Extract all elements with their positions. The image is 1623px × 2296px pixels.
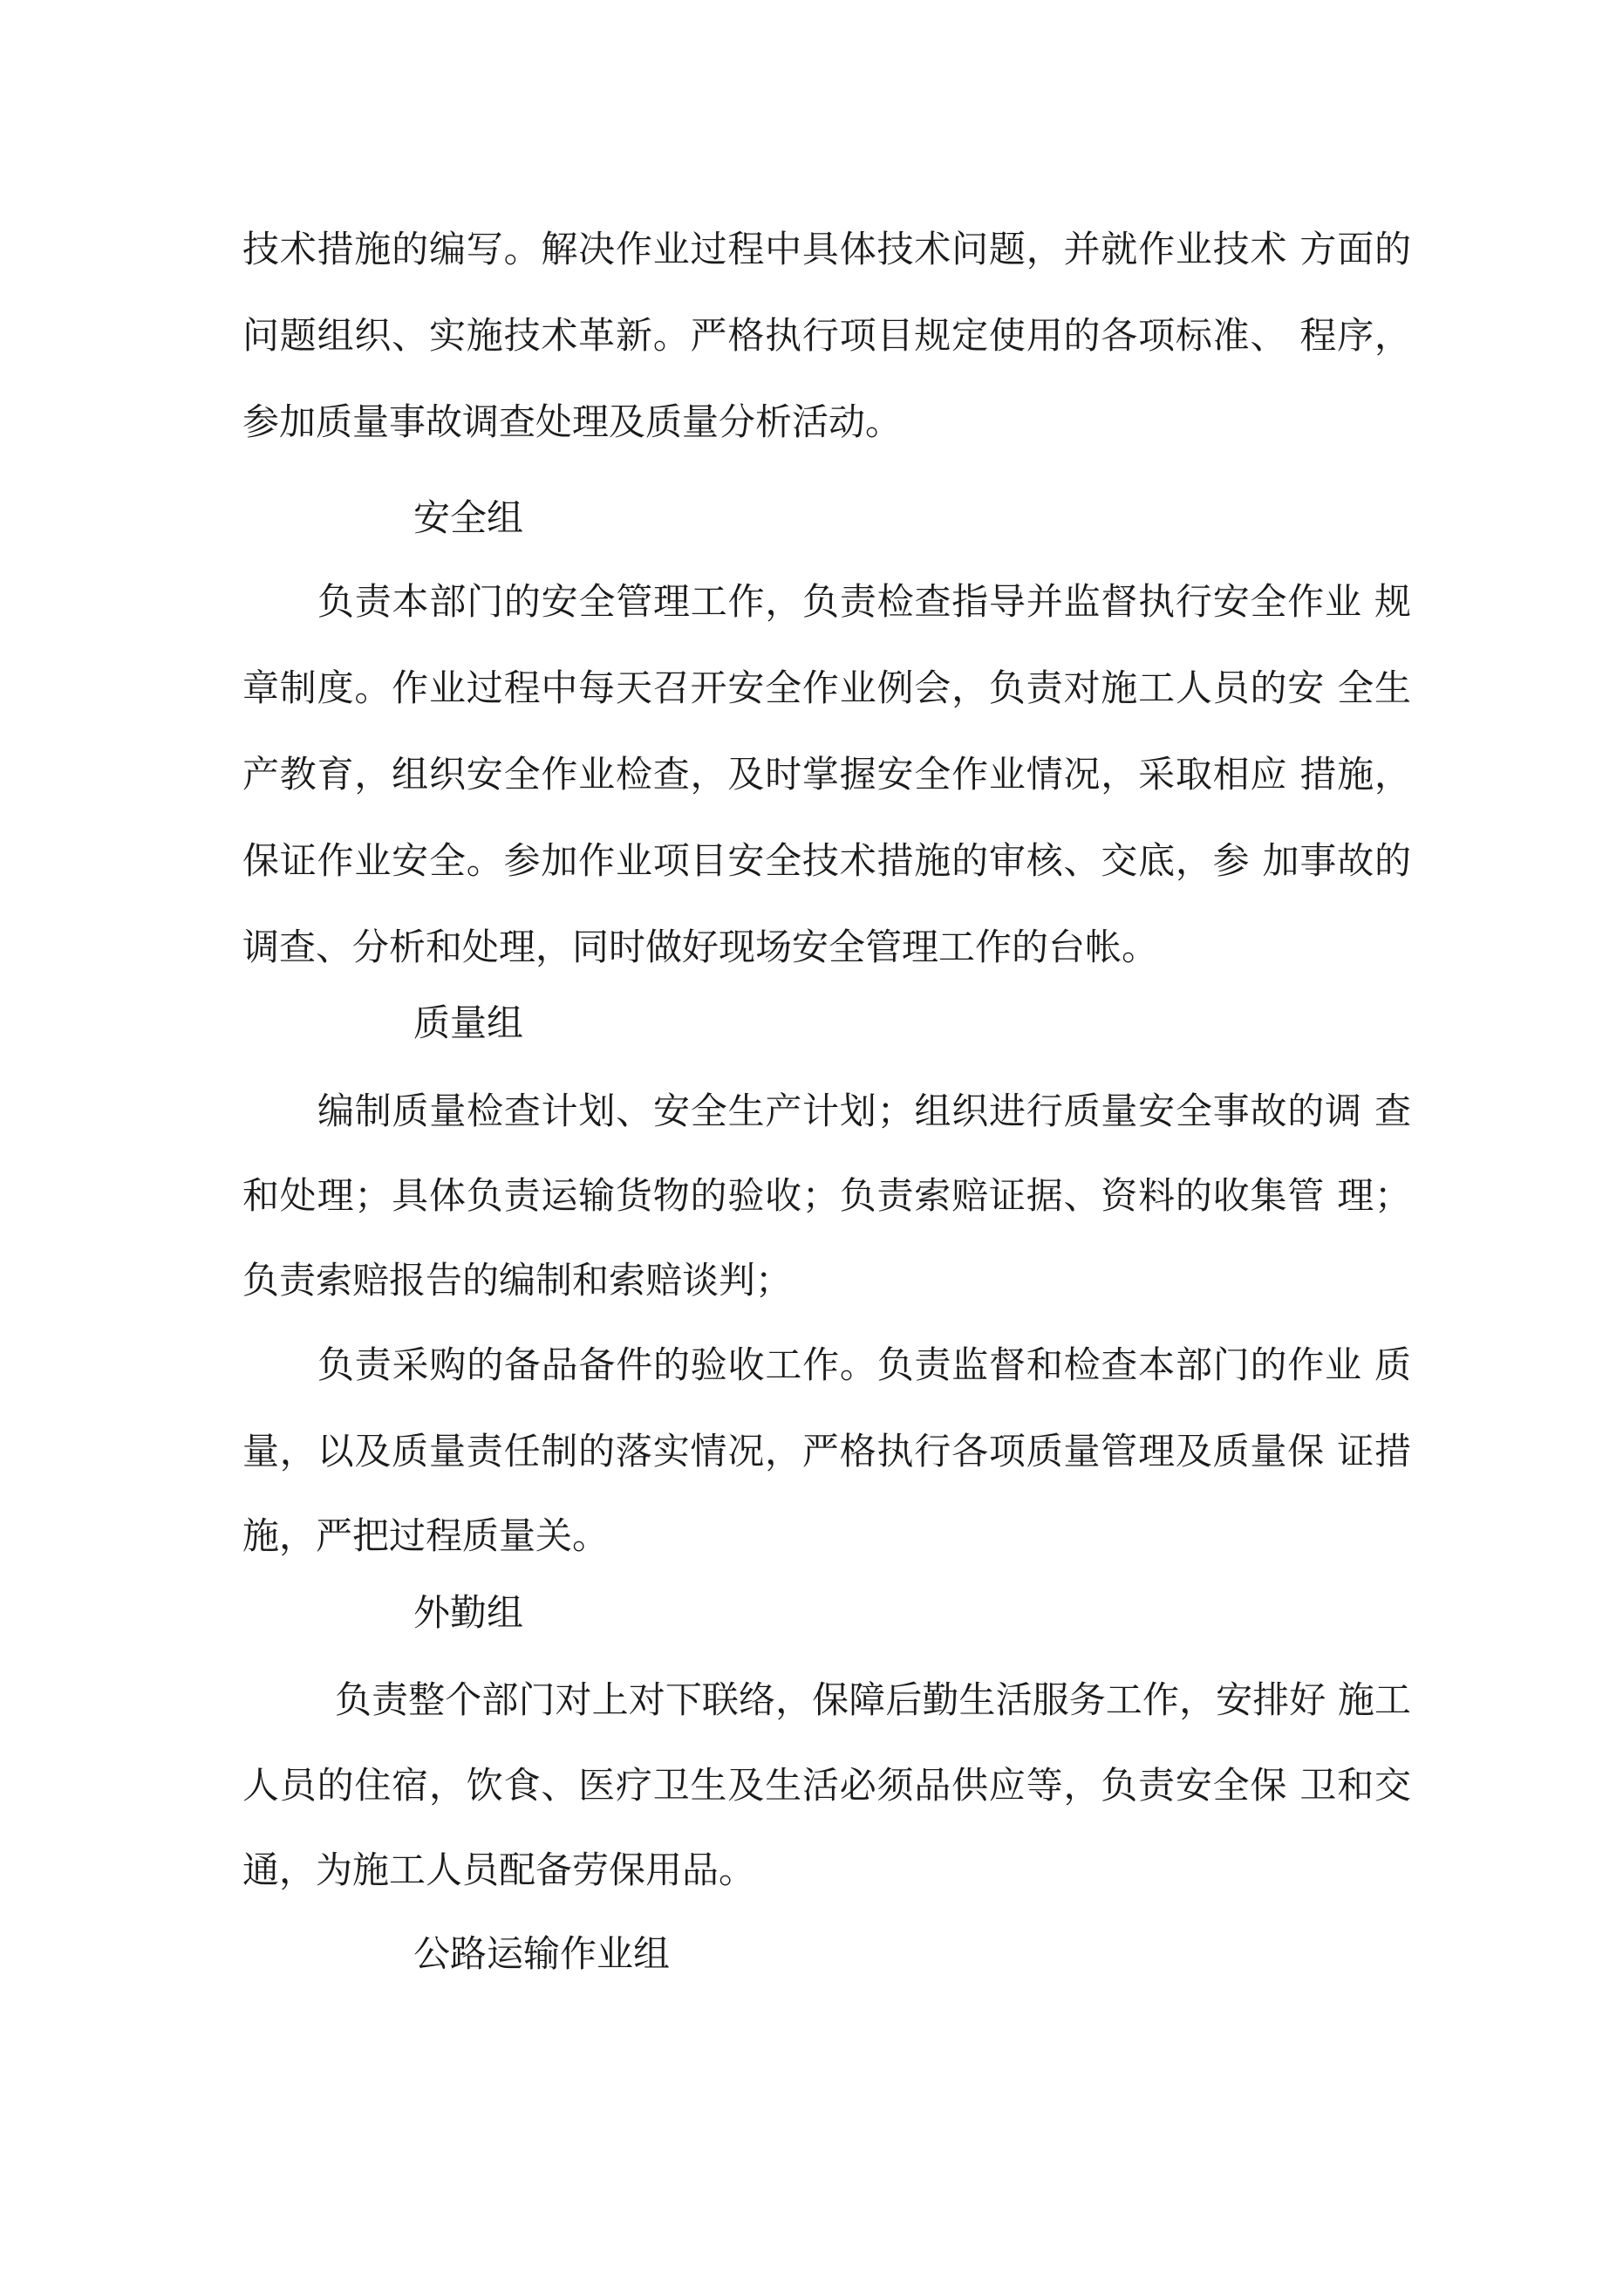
text-line: 施，严把过程质量关。 [242,1514,610,1557]
text-line: 通，为施工人员配备劳保用品。 [242,1848,756,1891]
text-line: 章制度。作业过程中每天召开安全作业例会，负责对施工人员的安 全生 [242,666,1411,709]
text-line: 编制质量检查计划、安全生产计划；组织进行质量安全事故的调 查 [317,1090,1411,1132]
text-line: 调查、分析和处理，同时做好现场安全管理工作的台帐。 [242,926,1159,968]
text-line: 技术措施的编写。解决作业过程中具体技术问题，并就作业技术 方面的 [242,228,1411,270]
text-line: 人员的住宿，饮食、医疗卫生及生活必须品供应等，负责安全保 卫和交 [242,1764,1411,1807]
text-line: 保证作业安全。参加作业项目安全技术措施的审核、交底，参 加事故的 [242,839,1411,882]
text-line: 负责采购的备品备件的验收工作。负责监督和检查本部门的作业 质 [317,1343,1411,1386]
section-heading-safety: 安全组 [413,496,524,539]
section-heading-field: 外勤组 [413,1591,524,1634]
text-line: 和处理；具体负责运输货物的验收；负责索赔证据、资料的收集管 理； [242,1174,1411,1217]
text-line: 参加质量事故调查处理及质量分析活动。 [242,400,903,443]
section-heading-road-transport: 公路运输作业组 [413,1932,671,1975]
text-line: 负责整个部门对上对下联络，保障后勤生活服务工作，安排好 施工 [335,1678,1411,1721]
text-line: 问题组织、实施技术革新。严格执行项目规定使用的各项标准、 程序， [242,314,1411,357]
text-line: 负责本部门的安全管理工作，负责检查指导并监督执行安全作业 规 [317,580,1411,623]
text-line: 负责索赔报告的编制和索赔谈判； [242,1259,793,1302]
section-heading-quality: 质量组 [413,1001,524,1044]
text-line: 量，以及质量责任制的落实情况，严格执行各项质量管理及质量保 证措 [242,1430,1411,1473]
text-line: 产教育，组织安全作业检查，及时掌握安全作业情况，采取相应 措施， [242,753,1411,796]
